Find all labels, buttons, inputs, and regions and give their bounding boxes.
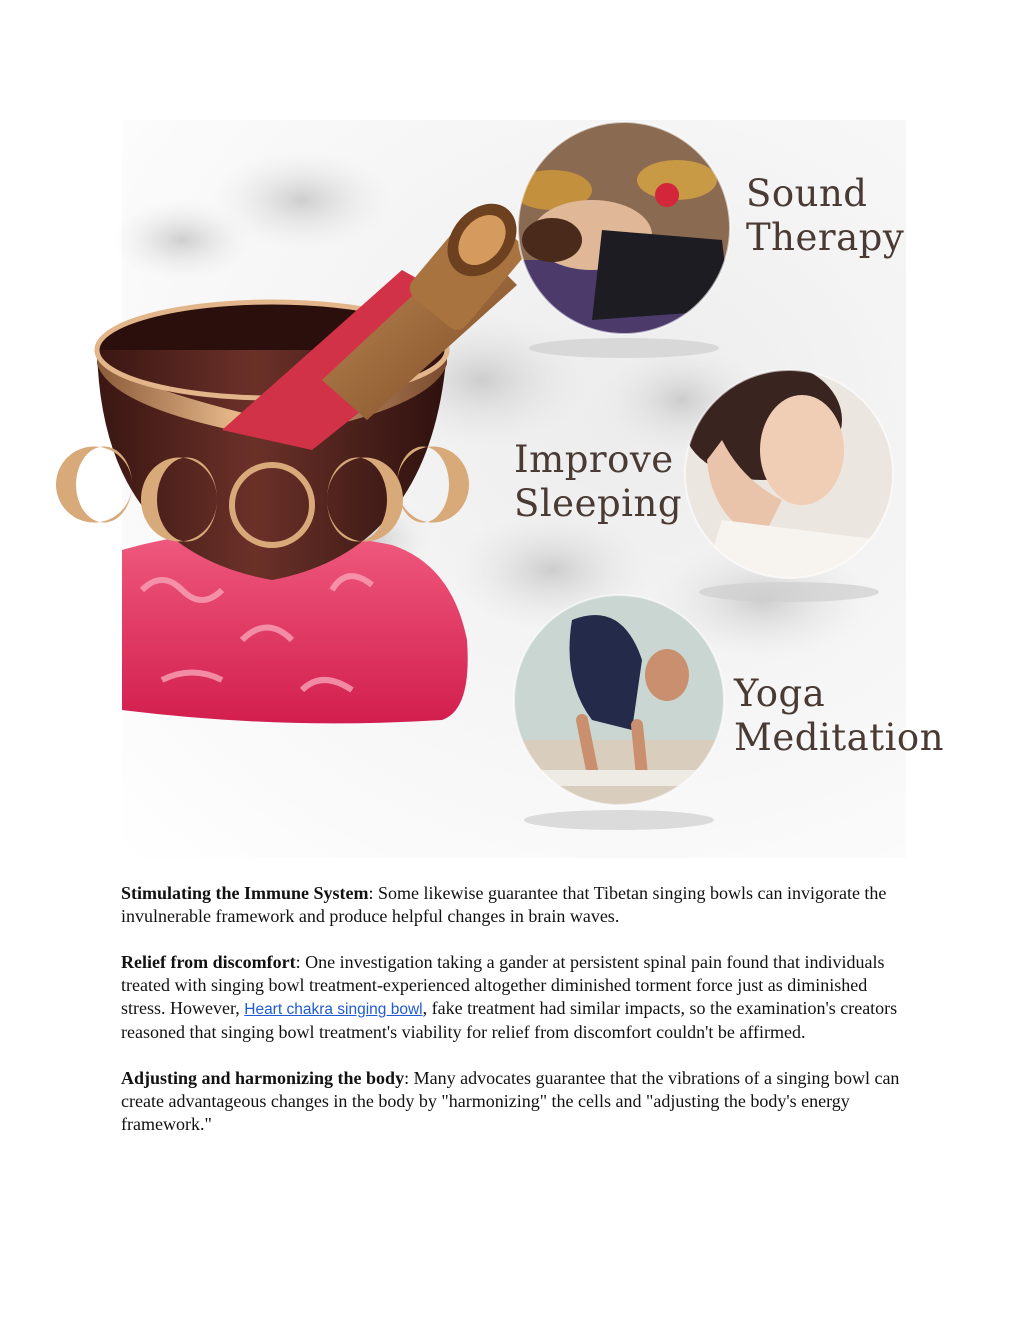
label-line: Meditation bbox=[734, 716, 945, 759]
paragraph-relief bbox=[121, 951, 911, 1044]
paragraph-heading: Relief from discomfort bbox=[121, 952, 296, 972]
heart-chakra-link[interactable]: Heart chakra singing bowl bbox=[244, 1001, 423, 1018]
paragraph-heading: Adjusting and harmonizing the body bbox=[121, 1068, 405, 1088]
hero-image bbox=[122, 120, 945, 858]
paragraph-body: : One investigation taking a gander at persistent spinal pain found that individuals treated with singing bowl treatment-experienced altogether diminished torment force just as diminished stress. However, bbox=[121, 952, 885, 1018]
label-improve-sleeping bbox=[514, 438, 682, 526]
paragraph-body: : Many advocates guarantee that the vibrations of a singing bowl can create advantageous changes in the body by "harmonizing" the cells and "adjusting the body's energy framework." bbox=[121, 1068, 900, 1134]
paragraph-body: : Some likewise guarantee that Tibetan singing bowls can invigorate the invulnerable framework and produce helpful changes in brain waves. bbox=[121, 883, 887, 926]
label-line: Sleeping bbox=[514, 482, 683, 525]
paragraph-heading: Stimulating the Immune System bbox=[121, 883, 369, 903]
paragraph-immune bbox=[121, 882, 911, 928]
paragraph-body: , fake treatment had similar impacts, so the examination's creators reasoned that singing bowl treatment's viability for relief from discomfort couldn't be affirmed. bbox=[121, 998, 898, 1042]
paragraph-adjusting bbox=[121, 1067, 911, 1136]
label-line: Yoga bbox=[734, 672, 826, 715]
article-text bbox=[121, 882, 911, 1159]
label-sound-therapy bbox=[746, 172, 904, 260]
label-line: Improve bbox=[514, 438, 674, 481]
label-yoga-meditation bbox=[734, 672, 944, 760]
label-line: Sound bbox=[746, 172, 868, 215]
label-line: Therapy bbox=[746, 216, 905, 259]
